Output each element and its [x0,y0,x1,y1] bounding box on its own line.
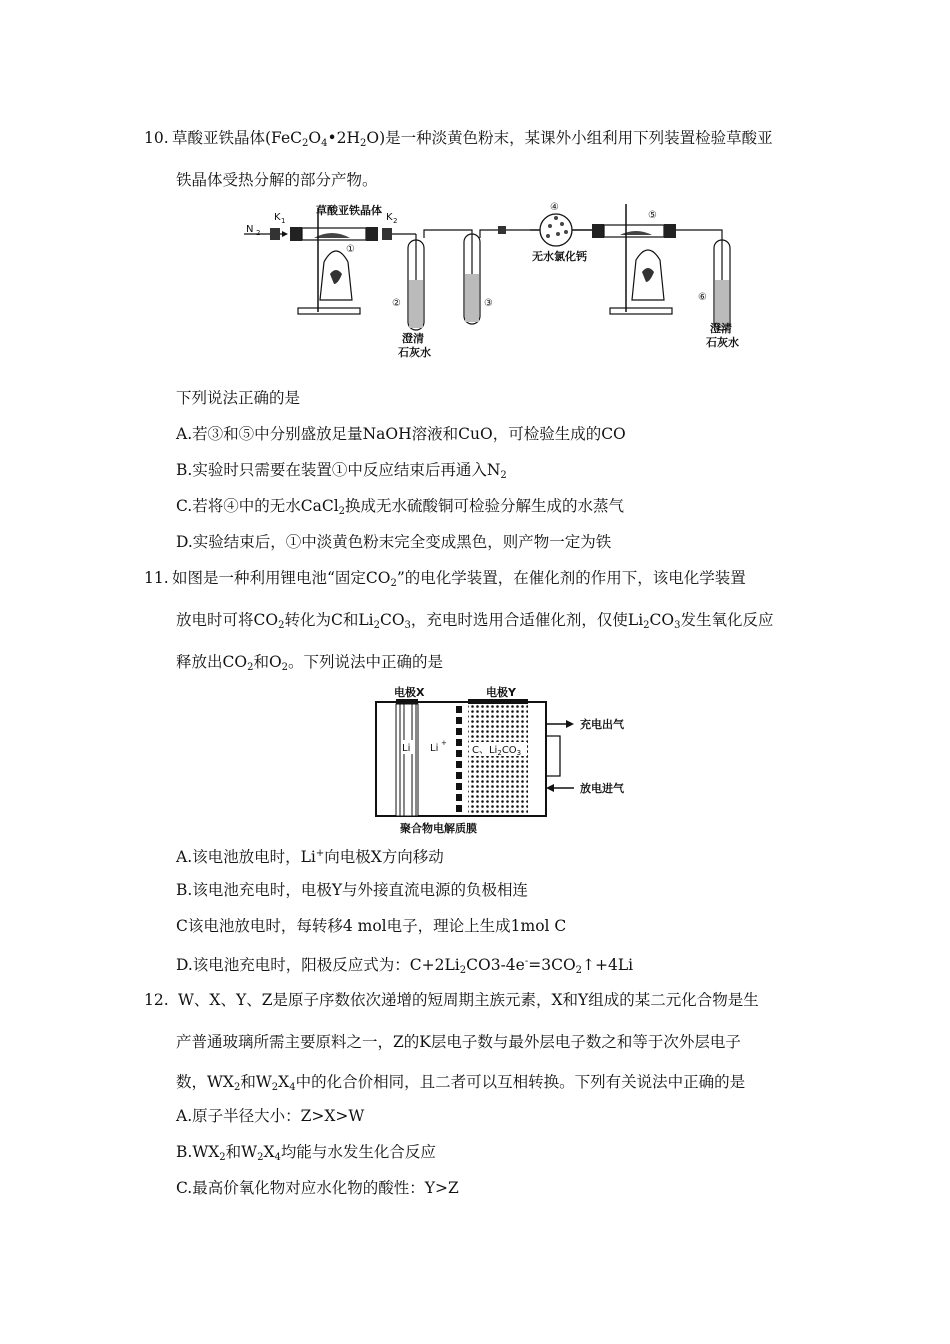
marker-4: ④ [550,202,559,213]
n2-arrow-icon [282,231,288,237]
q12-option-b: $B.WX_2$和$W_2X_4$均能与水发生化合反应 [176,1143,436,1163]
solution-3 [465,274,479,322]
membrane-label: 聚合物电解质膜 [400,822,477,835]
svg-text:2: 2 [256,229,261,237]
q12-option-a: A.原子半径大小：Z>X>W [176,1107,365,1125]
limewater-label-1a: 澄清 [402,332,424,345]
q10-stem-line-1: 草酸亚铁晶体$(FeC_2O_4•2H_2O)$是一种淡黄色粉末，某课外小组利用下列装置检验草酸亚 [172,129,773,149]
q10-option-d: D.实验结束后，①中淡黄色粉末完全变成黑色，则产物一定为铁 [176,533,612,551]
stopper-right [366,227,378,241]
electrode-y-label: 电极Y [486,686,516,699]
q10-apparatus-figure [240,200,760,359]
q11-option-c: C该电池放电时，每转移4 mol电子，理论上生成1mol C [176,917,567,935]
li-label: Li [402,743,411,754]
polymer-membrane [456,706,462,812]
q10-stem-line-2: 铁晶体受热分解的部分产物。 [176,171,378,189]
q11-stem-line-1: 如图是一种利用锂电池“固定$CO_2$”的电化学装置，在催化剂的作用下，该电化学装置 [172,569,746,589]
li-ion-label: Li [430,743,439,754]
q11-option-b: B.该电池充电时，电极Y与外接直流电源的负极相连 [176,881,529,899]
q11-stem-line-3: 释放出$CO_2$和$O_2$。下列说法中正确的是 [176,653,444,673]
c-li2co3-label: C、$Li_2CO_3$ [472,745,522,757]
q10-option-b: B.实验时只需要在装置①中反应结束后再通入$N_2$ [176,461,507,481]
marker-5: ⑤ [648,210,657,221]
flame-icon-2 [642,268,654,282]
flame-icon-1 [330,270,342,284]
q11-option-d: D.该电池充电时，阳极反应式为：$C+2Li_2CO3-4e^-=3CO_2↑+4Li$ [176,956,634,976]
q12-stem-line-1: W、X、Y、Z是原子序数依次递增的短周期主族元素，X和Y组成的某二元化合物是生 [178,991,759,1009]
limewater-label-1b: 石灰水 [398,346,431,359]
discharge-in-label: 放电进气 [580,782,624,795]
crystal-label: 草酸亚铁晶体 [316,204,382,217]
k1-label: K [274,212,281,223]
q10-option-c: C.若将④中的无水CaCl$_2$换成无水硫酸铜可检验分解生成的水蒸气 [176,497,625,517]
marker-6: ⑥ [698,292,707,303]
electrode-x [396,704,418,816]
q12-stem-line-2: 产普通玻璃所需主要原料之一，Z的K层电子数与最外层电子数之和等于次外层电子 [176,1033,741,1051]
q11-battery-figure [370,684,650,834]
limewater-label-2b: 石灰水 [706,336,739,349]
electrode-x-label: 电极X [394,686,425,699]
stopper-left [290,227,302,241]
marker-2: ② [392,298,401,309]
stand-base-2 [610,308,672,314]
crystal-sample [314,233,350,238]
cacl2-label: 无水氯化钙 [532,250,587,263]
question-number-11: 11. [144,569,169,587]
k1-valve [270,228,280,240]
limewater-2 [715,280,729,328]
charge-out-arrow-icon [566,720,574,728]
charge-out-label: 充电出气 [580,718,624,731]
limewater-label-2a: 澄清 [710,322,732,335]
electrode-y [468,704,528,816]
reaction-tube-5 [604,225,664,237]
marker-3: ③ [484,298,493,309]
svg-text:+: + [441,739,447,747]
q11-option-a: A.该电池放电时，Li+向电极X方向移动 [176,848,444,866]
q12-stem-line-3: 数，$WX_2$和$W_2X_4$中的化合价相同，且二者可以互相转换。下列有关说法中正确的是 [176,1073,746,1093]
svg-text:1: 1 [281,217,286,225]
q10-prompt: 下列说法正确的是 [176,389,301,407]
svg-text:2: 2 [393,217,398,225]
n2-label: N [246,224,254,235]
q10-option-a: A.若③和⑤中分别盛放足量NaOH溶液和CuO，可检验生成的CO [176,425,626,443]
stand-base-1 [298,308,360,314]
q11-stem-line-2: 放电时可将$CO_2$转化为C和$Li_2CO_3$，充电时选用合适催化剂，仅使$Li_2CO_3$发生氧化反应 [176,611,774,631]
discharge-in-arrow-icon [546,784,554,792]
question-number-10: 10. [144,129,169,147]
k2-label: K [386,212,393,223]
question-number-12: 12. [144,991,169,1009]
marker-1: ① [346,244,355,255]
k2-valve [382,228,392,240]
q12-option-c: C.最高价氧化物对应水化物的酸性：Y>Z [176,1179,459,1197]
cuo-sample [620,231,652,235]
limewater-1 [409,280,423,328]
